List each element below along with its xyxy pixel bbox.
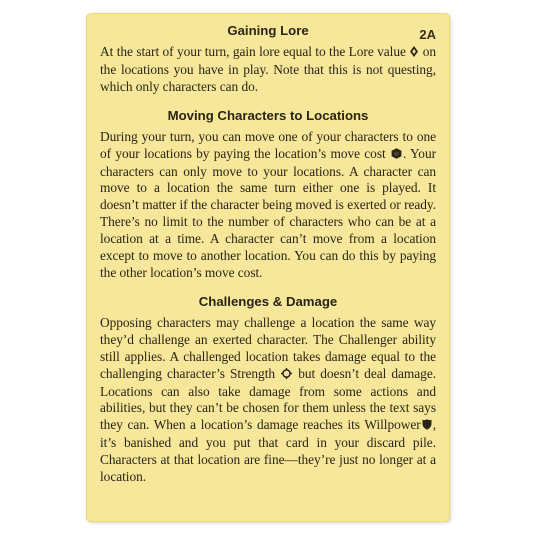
- text-segment: . Your characters can only move to your locations. A character can move to a location the same turn either one is played. It doesn’t matter if the character being moved is exerted or ready. There’s no limit to the number of characters who can be at a location at a time. A character can’t move from a location except to move to another location. You can do this by paying the other location’s move cost.: [100, 145, 436, 280]
- section-title-gaining-lore: Gaining Lore: [227, 23, 309, 38]
- willpower-shield-icon: [422, 418, 432, 435]
- section-title-moving-characters: Moving Characters to Locations: [167, 107, 369, 123]
- card-id: 2A: [419, 27, 436, 42]
- section-body-challenges-damage: [100, 315, 436, 486]
- text-segment: During your turn, you can move one of your characters to one of your locations by paying the location’s move cost: [100, 128, 436, 161]
- move-cost-icon: [391, 147, 402, 164]
- strength-icon: [281, 367, 292, 384]
- text-segment: , it’s banished and you put that card in your discard pile. Characters at that location are fine—they’re just no longer at a location.: [100, 417, 436, 485]
- lore-diamond-icon: [410, 45, 418, 62]
- text-segment: At the start of your turn, gain lore equal to the Lore value: [100, 44, 410, 59]
- section-title-challenges-damage: Challenges & Damage: [198, 293, 338, 309]
- rules-card: [86, 13, 450, 522]
- text-segment: but doesn’t deal damage. Locations can also take damage from some actions and abilities, but they can’t be chosen for them unless the text says they can. When a location’s damage reaches its Willpower: [100, 365, 437, 433]
- text-segment: Opposing characters may challenge a location the same way they’d challenge an exerted character. The Challenger ability still applies. A challenged location takes damage equal to the challenging character’s Strength: [100, 314, 436, 381]
- section-body-moving-characters: [100, 129, 436, 282]
- section-body-gaining-lore: [100, 44, 436, 96]
- text-segment: on the locations you have in play. Note that this is not questing, which only characters can do.: [100, 44, 436, 94]
